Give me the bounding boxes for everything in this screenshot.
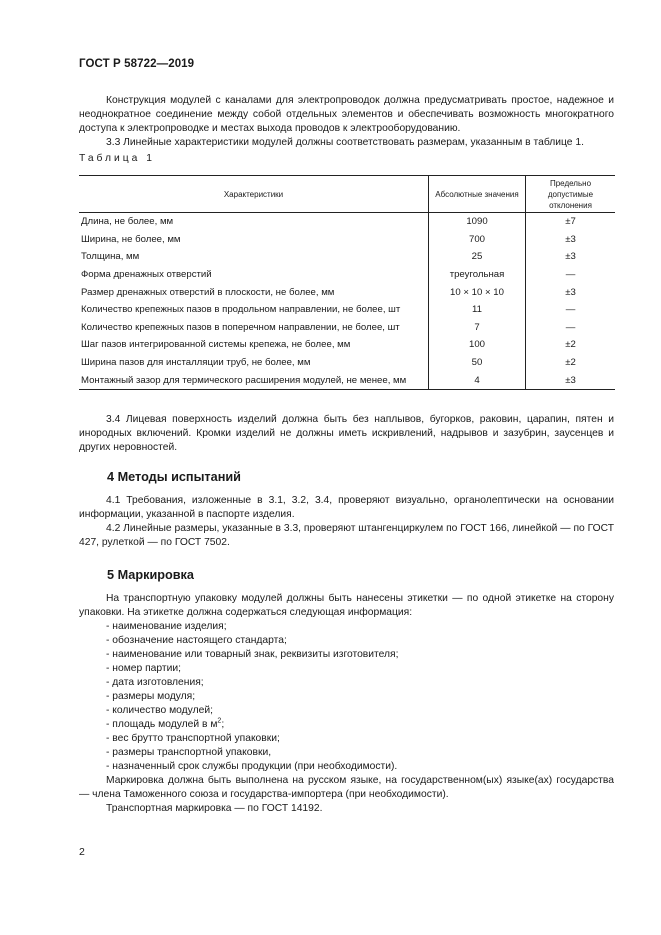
table-row xyxy=(79,213,615,231)
cell-characteristic: Ширина пазов для инсталляции труб, не более, мм xyxy=(81,357,311,369)
document-id: ГОСТ Р 58722—2019 xyxy=(79,58,195,70)
table-row xyxy=(79,248,615,266)
intro-paragraph: Конструкция модулей с каналами для электропроводок должна предусматривать простое, надежное и неоднократное соединение между собой отдельных элементов и обеспечивать возможность многократного доступа к электропроводке и местах выхода проводов к электрооборудованию. xyxy=(79,95,614,134)
list-item xyxy=(79,718,614,732)
list-item: - наименование или товарный знак, реквизиты изготовителя; xyxy=(106,649,399,660)
cell-value: 700 xyxy=(429,231,526,249)
transport-marking: Транспортная маркировка — по ГОСТ 14192. xyxy=(106,803,323,814)
marking-list xyxy=(79,620,614,774)
cell-characteristic: Толщина, мм xyxy=(81,251,140,263)
table-header-tolerance: Предельно допустимые отклонения xyxy=(526,176,616,213)
cell-tolerance: — xyxy=(526,319,616,337)
list-item-tail: ; xyxy=(221,719,225,730)
section-5-title: 5 Маркировка xyxy=(107,568,194,582)
cell-tolerance: ±3 xyxy=(526,231,616,249)
table-row xyxy=(79,301,615,319)
cell-tolerance: ±2 xyxy=(526,336,616,354)
list-item: - дата изготовления; xyxy=(106,677,204,688)
cell-tolerance: ±3 xyxy=(526,248,616,266)
table-row xyxy=(79,336,615,354)
list-item: - обозначение настоящего стандарта; xyxy=(106,635,287,646)
table-row xyxy=(79,354,615,372)
cell-value: 11 xyxy=(429,301,526,319)
clause-3-3: 3.3 Линейные характеристики модулей должны соответствовать размерам, указанным в таблице 1. xyxy=(106,137,584,148)
list-item: - размеры модуля; xyxy=(106,691,196,702)
list-item: - назначенный срок службы продукции (при необходимости). xyxy=(106,761,398,772)
cell-value: 25 xyxy=(429,248,526,266)
cell-characteristic: Монтажный зазор для термического расширения модулей, не менее, мм xyxy=(79,371,429,389)
marking-language: Маркировка должна быть выполнена на русском языке, на государственном(ых) языке(ах) государства — члена Таможенного союза и государства-импортера (при необходимости). xyxy=(79,775,614,800)
cell-value: 50 xyxy=(429,354,526,372)
cell-value: 10 × 10 × 10 xyxy=(429,283,526,301)
cell-tolerance: — xyxy=(526,266,616,284)
table-row xyxy=(79,283,615,301)
cell-value: треугольная xyxy=(429,266,526,284)
list-item: - размеры транспортной упаковки, xyxy=(106,747,272,758)
cell-tolerance: ±3 xyxy=(526,371,616,389)
table-row xyxy=(79,266,615,284)
table-header-value: Абсолютные значения xyxy=(429,176,526,213)
cell-value: 100 xyxy=(429,336,526,354)
cell-characteristic: Размер дренажных отверстий в плоскости, не более, мм xyxy=(81,286,335,298)
cell-characteristic: Ширина, не более, мм xyxy=(81,233,181,245)
cell-tolerance: ±2 xyxy=(526,354,616,372)
cell-value: 4 xyxy=(429,371,526,389)
cell-value: 1090 xyxy=(429,213,526,231)
page-number: 2 xyxy=(79,846,85,858)
section-4-title: 4 Методы испытаний xyxy=(107,470,241,484)
table-caption: Таблица 1 xyxy=(79,153,155,164)
cell-characteristic: Длина, не более, мм xyxy=(81,216,174,228)
table-row xyxy=(79,319,615,337)
cell-tolerance: ±3 xyxy=(526,283,616,301)
table-header-characteristic: Характеристики xyxy=(79,176,429,213)
clause-4-1: 4.1 Требования, изложенные в 3.1, 3.2, 3.4, проверяют визуально, органолептически на основании информации, указанной в паспорте изделия. xyxy=(79,495,614,520)
list-item: - номер партии; xyxy=(106,663,181,674)
cell-characteristic: Шаг пазов интегрированной системы крепежа, не более, мм xyxy=(81,339,351,351)
table-row xyxy=(79,231,615,249)
characteristics-table xyxy=(79,175,615,390)
list-item: - вес брутто транспортной упаковки; xyxy=(106,733,280,744)
clause-4-2: 4.2 Линейные размеры, указанные в 3.3, проверяют штангенциркулем по ГОСТ 166, линейкой — по ГОСТ 427, рулеткой — по ГОСТ 7502. xyxy=(79,523,614,548)
table-row xyxy=(79,371,615,389)
list-item: - наименование изделия; xyxy=(106,621,227,632)
cell-characteristic: Количество крепежных пазов в продольном направлении, не более, шт xyxy=(81,304,401,316)
list-item: - количество модулей; xyxy=(106,705,213,716)
cell-characteristic: Форма дренажных отверстий xyxy=(81,269,212,281)
cell-tolerance: — xyxy=(526,301,616,319)
cell-characteristic: Количество крепежных пазов в поперечном направлении, не более, шт xyxy=(81,321,400,333)
marking-intro: На транспортную упаковку модулей должны быть нанесены этикетки — по одной этикетке на сторону упаковки. На этикетке должна содержаться следующая информация: xyxy=(79,593,614,618)
cell-value: 7 xyxy=(429,319,526,337)
cell-tolerance: ±7 xyxy=(526,213,616,231)
clause-3-4: 3.4 Лицевая поверхность изделий должна быть без наплывов, бугорков, раковин, царапин, пятен и инородных включений. Кромки изделий не должны иметь искривлений, надрывов и зазубрин, заусенцев и других неровностей. xyxy=(79,414,614,453)
superscript: 2 xyxy=(217,717,222,725)
list-item-text: - площадь модулей в м xyxy=(106,719,218,730)
